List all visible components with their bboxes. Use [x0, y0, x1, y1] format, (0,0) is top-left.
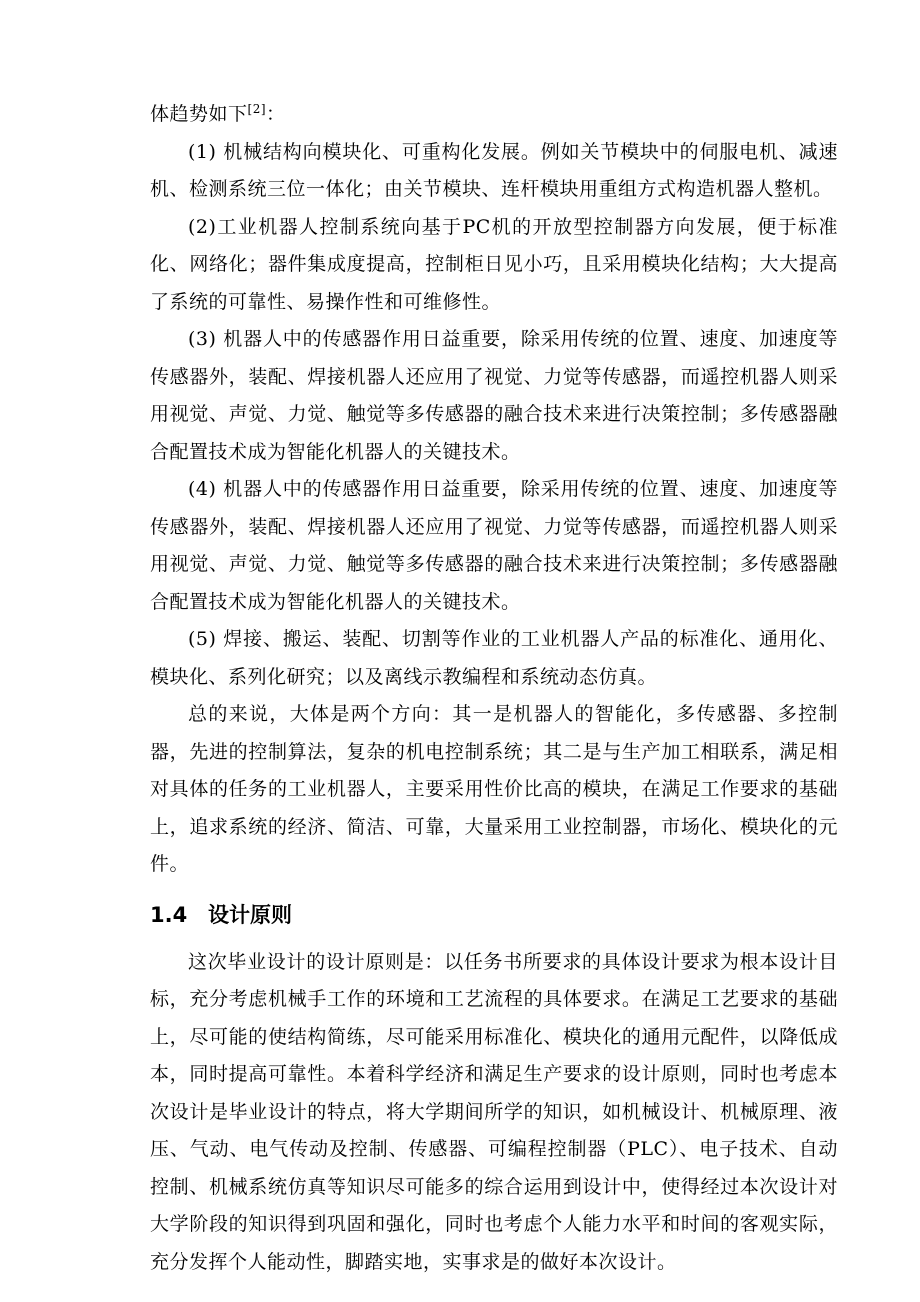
summary-paragraph: 总的来说，大体是两个方向：其一是机器人的智能化，多传感器、多控制器，先进的控制算法，复杂的机电控制系统；其二是与生产加工相联系，满足相对具体的任务的工业机器人，主要采用性价比高的模块，在满足工作要求的基础上，追求系统的经济、简洁、可靠，大量采用工业控制器，市场化、模块化的元件。 [150, 703, 838, 875]
trend-item-3: (3) 机器人中的传感器作用日益重要，除采用传统的位置、速度、加速度等传感器外，装配、焊接机器人还应用了视觉、力觉等传感器，而遥控机器人则采用视觉、声觉、力觉、触觉等多传感器的融合技术来进行决策控制；多传感器融合配置技术成为智能化机器人的关键技术。 [150, 328, 838, 463]
citation-reference: [2] [247, 102, 267, 116]
trend-item-1: (1) 机械结构向模块化、可重构化发展。例如关节模块中的伺服电机、减速机、检测系统三位一体化；由关节模块、连杆模块用重组方式构造机器人整机。 [150, 140, 838, 200]
section-number: 1.4 [150, 902, 188, 927]
section-heading [150, 898, 838, 932]
trend-item-5: (5) 焊接、搬运、装配、切割等作业的工业机器人产品的标准化、通用化、模块化、系列化研究；以及离线示教编程和系统动态仿真。 [150, 628, 838, 688]
document-page [150, 96, 838, 1281]
section-title: 设计原则 [208, 902, 292, 927]
design-principle-paragraph: 这次毕业设计的设计原则是：以任务书所要求的具体设计要求为根本设计目标，充分考虑机械手工作的环境和工艺流程的具体要求。在满足工艺要求的基础上，尽可能的使结构简练，尽可能采用标准化、模块化的通用元配件，以降低成本，同时提高可靠性。本着科学经济和满足生产要求的设计原则，同时也考虑本次设计是毕业设计的特点，将大学期间所学的知识，如机械设计、机械原理、液压、气动、电气传动及控制、传感器、可编程控制器（PLC）、电子技术、自动控制、机械系统仿真等知识尽可能多的综合运用到设计中，使得经过本次设计对大学阶段的知识得到巩固和强化，同时也考虑个人能力水平和时间的客观实际，充分发挥个人能动性，脚踏实地，实事求是的做好本次设计。 [150, 950, 838, 1273]
trend-item-4: (4) 机器人中的传感器作用日益重要，除采用传统的位置、速度、加速度等传感器外，装配、焊接机器人还应用了视觉、力觉等传感器，而遥控机器人则采用视觉、声觉、力觉、触觉等多传感器的融合技术来进行决策控制；多传感器融合配置技术成为智能化机器人的关键技术。 [150, 478, 838, 613]
intro-end: ： [266, 103, 286, 125]
trend-item-2: (2)工业机器人控制系统向基于PC机的开放型控制器方向发展，便于标准化、网络化；器件集成度提高，控制柜日见小巧，且采用模块化结构；大大提高了系统的可靠性、易操作性和可维修性。 [150, 215, 838, 313]
intro-text: 体趋势如下 [150, 103, 248, 125]
intro-line [150, 96, 838, 134]
